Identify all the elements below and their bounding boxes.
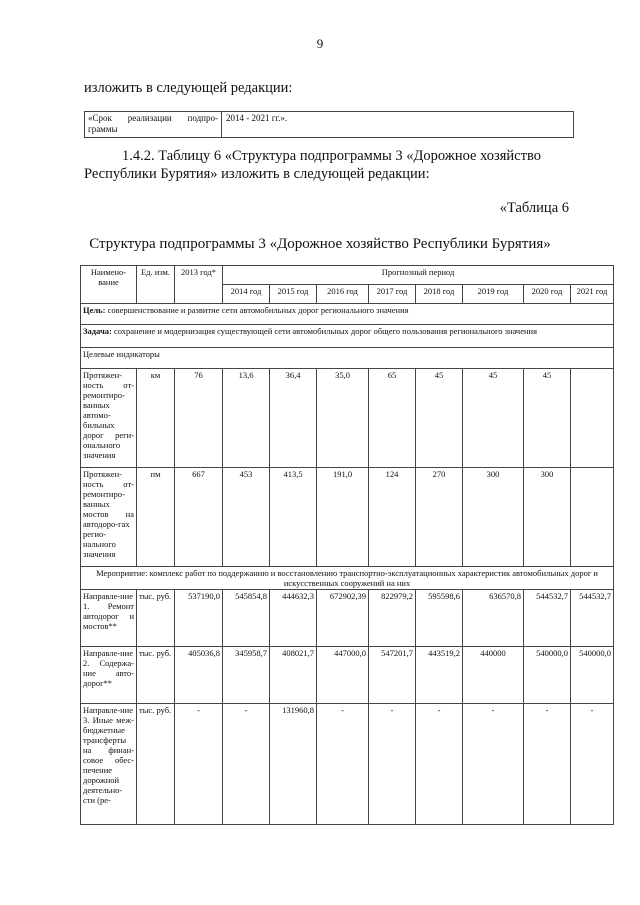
cell: 76 <box>175 369 223 468</box>
goal-text: совершенствование и развитие сети автомобильных дорог регионального значения <box>105 305 409 315</box>
cell: 544532,7 <box>524 590 571 647</box>
cell: 300 <box>463 468 524 567</box>
cell: 667 <box>175 468 223 567</box>
cell: 13,6 <box>223 369 270 468</box>
cell: 270 <box>416 468 463 567</box>
cell: - <box>317 704 369 825</box>
goal-row <box>81 304 614 325</box>
cell: 36,4 <box>270 369 317 468</box>
row-unit: км <box>137 369 175 468</box>
cell: - <box>223 704 270 825</box>
table-row <box>81 468 614 567</box>
task-text: сохранение и модернизация существующей сети автомобильных дорог общего пользования регионального значения <box>111 326 537 336</box>
cell: 408021,7 <box>270 647 317 704</box>
cell: 540000,0 <box>524 647 571 704</box>
cell: 405036,8 <box>175 647 223 704</box>
row-name: Направле-ние 2. Содержа-ние авто-дорог** <box>81 647 137 704</box>
term-label: «Срок реализации подпро-граммы <box>85 112 222 137</box>
cell: 453 <box>223 468 270 567</box>
cell: 544532,7 <box>571 590 614 647</box>
header-year: 2019 год <box>463 285 524 304</box>
table-row <box>81 590 614 647</box>
paragraph-line-2: Республики Бурятия» изложить в следующей редакции: <box>84 166 430 182</box>
row-name: Протяжен-ность от-ремонтиро-ванных автомо-бильных дорог реги-онального значения <box>81 369 137 468</box>
indicators-label: Целевые индикаторы <box>81 348 614 369</box>
structure-table <box>80 265 614 825</box>
cell: 413,5 <box>270 468 317 567</box>
header-year: 2021 год <box>571 285 614 304</box>
table-row <box>81 647 614 704</box>
cell <box>571 468 614 567</box>
cell: - <box>175 704 223 825</box>
table-row <box>81 704 614 825</box>
cell: 131960,8 <box>270 704 317 825</box>
header-name: Наимено-вание <box>81 266 137 304</box>
task-label: Задача: <box>83 326 112 336</box>
cell: 45 <box>463 369 524 468</box>
goal-label: Цель: <box>83 305 106 315</box>
task-row <box>81 325 614 348</box>
header-unit: Ед. изм. <box>137 266 175 304</box>
term-box <box>84 111 574 138</box>
header-2013: 2013 год* <box>175 266 223 304</box>
term-value: 2014 - 2021 гг.». <box>226 113 288 123</box>
task-cell <box>81 325 614 348</box>
cell: - <box>369 704 416 825</box>
cell: - <box>416 704 463 825</box>
cell: 822979,2 <box>369 590 416 647</box>
header-forecast: Прогнозный период <box>223 266 614 285</box>
cell: 547201,7 <box>369 647 416 704</box>
table-number: «Таблица 6 <box>499 200 569 216</box>
header-year: 2020 год <box>524 285 571 304</box>
measure-cell: Мероприятие: комплекс работ по поддержанию и восстановлению транспортно-эксплуатационных характеристик автомобильных дорог и искусственных сооружений на них <box>81 567 614 590</box>
measure-row <box>81 567 614 590</box>
cell <box>571 369 614 468</box>
header-year: 2014 год <box>223 285 270 304</box>
cell: 65 <box>369 369 416 468</box>
cell: 444632,3 <box>270 590 317 647</box>
cell: 191,0 <box>317 468 369 567</box>
cell: 300 <box>524 468 571 567</box>
header-year: 2018 год <box>416 285 463 304</box>
intro-text: изложить в следующей редакции: <box>84 80 293 96</box>
indicators-row <box>81 348 614 369</box>
cell: 545854,8 <box>223 590 270 647</box>
page-number: 9 <box>316 36 324 51</box>
cell: 35,0 <box>317 369 369 468</box>
cell: - <box>463 704 524 825</box>
row-unit: пм <box>137 468 175 567</box>
row-name: Протяжен-ность от-ремонтиро-ванных мостов на автодоро-гах регио-нального значения <box>81 468 137 567</box>
row-name: Направле-ние 1. Ремонт автодорог и мостов** <box>81 590 137 647</box>
cell: 440000 <box>463 647 524 704</box>
cell: 45 <box>416 369 463 468</box>
goal-cell <box>81 304 614 325</box>
header-year: 2017 год <box>369 285 416 304</box>
row-unit: тыс. руб. <box>137 704 175 825</box>
header-year: 2016 год <box>317 285 369 304</box>
table-row <box>81 369 614 468</box>
cell: 540000,0 <box>571 647 614 704</box>
cell: 672902,39 <box>317 590 369 647</box>
cell: 124 <box>369 468 416 567</box>
row-name: Направле-ние 3. Иные меж-бюджетные трансферты на финан-совое обес-печение дорожной деятельно-сти (ре- <box>81 704 137 825</box>
header-year: 2015 год <box>270 285 317 304</box>
cell: 447000,0 <box>317 647 369 704</box>
table-title: Структура подпрограммы 3 «Дорожное хозяйство Республики Бурятия» <box>89 236 551 252</box>
cell: 537190,0 <box>175 590 223 647</box>
cell: 345958,7 <box>223 647 270 704</box>
cell: - <box>571 704 614 825</box>
cell: 45 <box>524 369 571 468</box>
cell: 636570,8 <box>463 590 524 647</box>
header-row-1 <box>81 266 614 285</box>
cell: - <box>524 704 571 825</box>
paragraph-line-1: 1.4.2. Таблицу 6 «Структура подпрограммы 3 «Дорожное хозяйство <box>122 148 541 164</box>
row-unit: тыс. руб. <box>137 647 175 704</box>
cell: 595598,6 <box>416 590 463 647</box>
cell: 443519,2 <box>416 647 463 704</box>
row-unit: тыс. руб. <box>137 590 175 647</box>
